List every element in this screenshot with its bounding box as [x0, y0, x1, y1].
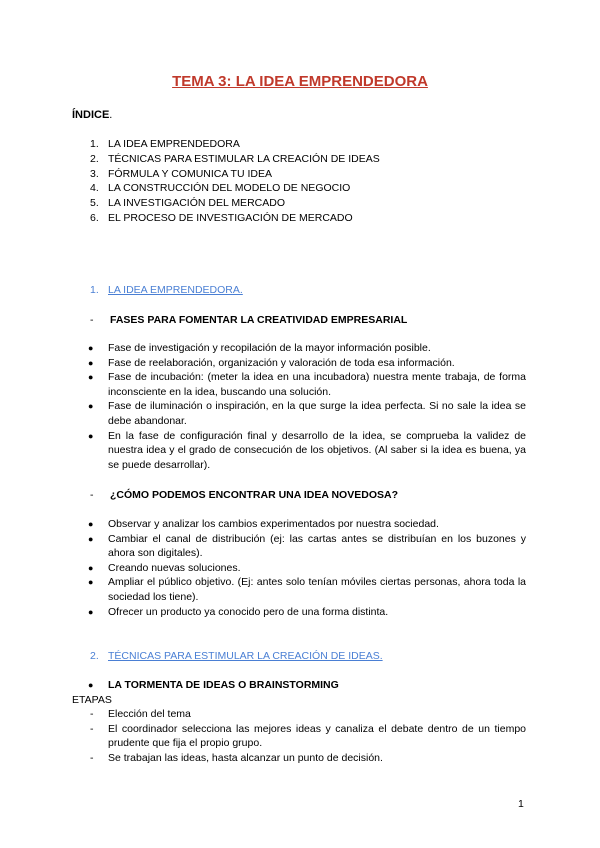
index-heading — [72, 108, 112, 123]
page-title: TEMA 3: LA IDEA EMPRENDEDORA — [172, 73, 428, 90]
list-item: - El coordinador selecciona las mejores ideas y canaliza el debate dentro de un tiempo prudente que fija el propio grupo. — [88, 722, 526, 751]
list-item: ● Fase de incubación: (meter la idea en una incubadora) nuestra mente trabaja, de forma inconsciente en la idea, buscando una solución. — [88, 370, 526, 399]
etapas-label: ETAPAS — [72, 694, 112, 706]
phases-list — [88, 341, 526, 472]
index-item: 3. FÓRMULA Y COMUNICA TU IDEA — [90, 167, 272, 180]
list-item: ● Fase de reelaboración, organización y valoración de toda esa información. — [88, 356, 526, 371]
subsection-heading: - ¿CÓMO PODEMOS ENCONTRAR UNA IDEA NOVEDOSA? — [90, 489, 398, 501]
list-item: - Se trabajan las ideas, hasta alcanzar un punto de decisión. — [88, 751, 526, 766]
list-item: - Elección del tema — [88, 707, 526, 722]
index-item: 1. LA IDEA EMPRENDEDORA — [90, 138, 240, 150]
section-1-heading: 1. LA IDEA EMPRENDEDORA. — [90, 284, 243, 296]
list-item: ● Fase de iluminación o inspiración, en la que surge la idea perfecta. Si no sale la idea se debe abandonar. — [88, 399, 526, 428]
section-1-link[interactable]: LA IDEA EMPRENDEDORA. — [108, 284, 243, 296]
list-item: ● Observar y analizar los cambios experimentados por nuestra sociedad. — [88, 517, 526, 532]
index-item: 6. EL PROCESO DE INVESTIGACIÓN DE MERCADO — [90, 211, 353, 224]
subsection-heading: ● LA TORMENTA DE IDEAS O BRAINSTORMING — [88, 679, 339, 691]
subsection-heading: - FASES PARA FOMENTAR LA CREATIVIDAD EMPRESARIAL — [90, 314, 408, 326]
list-item: ● Cambiar el canal de distribución (ej: las cartas antes se distribuían en los buzones y ahora son digitales). — [88, 532, 526, 561]
steps-list — [88, 707, 526, 765]
index-item: 2. TÉCNICAS PARA ESTIMULAR LA CREACIÓN DE IDEAS — [90, 152, 380, 165]
index-label-dot: . — [109, 109, 113, 121]
list-item: ● Fase de investigación y recopilación de la mayor información posible. — [88, 341, 526, 356]
list-item: ● Ofrecer un producto ya conocido pero de una forma distinta. — [88, 605, 526, 620]
section-2-heading: 2. TÉCNICAS PARA ESTIMULAR LA CREACIÓN DE IDEAS. — [90, 650, 383, 662]
index-item: 4. LA CONSTRUCCIÓN DEL MODELO DE NEGOCIO — [90, 182, 351, 195]
index-item: 5. LA INVESTIGACIÓN DEL MERCADO — [90, 197, 285, 210]
index-label: ÍNDICE — [72, 109, 110, 121]
section-2-link[interactable]: TÉCNICAS PARA ESTIMULAR LA CREACIÓN DE IDEAS. — [108, 650, 383, 662]
list-item: ● En la fase de configuración final y desarrollo de la idea, se comprueba la validez de nuestra idea y el grado de consecución de los objetivos. (Al saber si la idea es buena, ya se puede desarrollar). — [88, 429, 526, 473]
page-number: 1 — [518, 798, 524, 810]
list-item: ● Creando nuevas soluciones. — [88, 561, 526, 576]
ideas-list — [88, 517, 526, 619]
index-list — [90, 137, 380, 226]
list-item: ● Ampliar el público objetivo. (Ej: antes solo tenían móviles ciertas personas, ahora toda la sociedad los tiene). — [88, 575, 526, 604]
